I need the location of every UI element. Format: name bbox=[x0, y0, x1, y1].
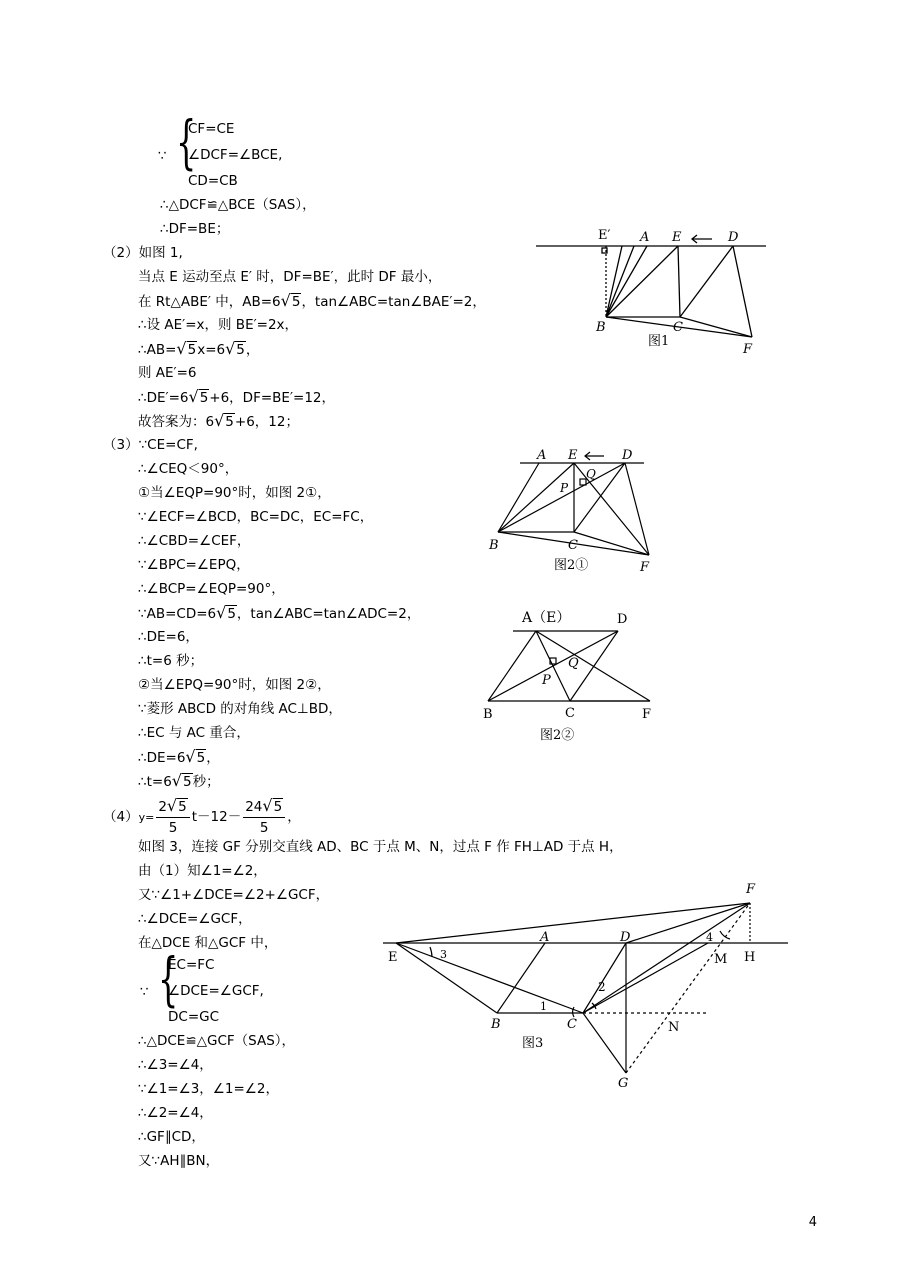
because-symbol: ∵ bbox=[158, 148, 167, 164]
point-label: E bbox=[568, 448, 578, 463]
figure-2b bbox=[478, 603, 678, 748]
figure-1 bbox=[530, 225, 770, 360]
text-line: ∴∠2=∠4， bbox=[138, 1105, 213, 1121]
point-label: B bbox=[489, 538, 499, 553]
text-line: ∴∠CBD=∠CEF， bbox=[138, 533, 251, 549]
because-symbol: ∵ bbox=[140, 984, 149, 1000]
left-brace: { bbox=[176, 108, 197, 176]
text-line: 当点 E 运动至点 E′ 时，DF=BE′，此时 DF 最小， bbox=[138, 269, 442, 285]
text-line: ∴t=6 秒； bbox=[138, 653, 204, 669]
text-span: （4） bbox=[103, 809, 139, 825]
text-line: 则 AE′=6 bbox=[138, 365, 197, 381]
text-line: ∴设 AE′=x，则 BE′=2x， bbox=[138, 317, 299, 333]
point-label: P bbox=[560, 481, 569, 495]
text-line: 在△DCE 和△GCF 中， bbox=[138, 935, 278, 951]
point-label: D bbox=[622, 448, 633, 463]
text-span: 故答案为：6 bbox=[138, 414, 215, 430]
fraction: $\frac{24√5}{5}$ bbox=[243, 796, 285, 838]
radical: √5 bbox=[225, 339, 245, 358]
page-number: 4 bbox=[808, 1215, 817, 1230]
text-line: 如图 3，连接 GF 分别交直线 AD、BC 于点 M、N，过点 F 作 FH⊥AD 于点 H， bbox=[138, 839, 623, 855]
text-span: ，tan∠ABC=tan∠BAE′=2， bbox=[301, 294, 486, 310]
point-label: E′ bbox=[598, 228, 611, 243]
text-span: ，tan∠ABC=tan∠ADC=2， bbox=[236, 606, 421, 622]
text-line: ∵∠1=∠3，∠1=∠2， bbox=[138, 1081, 279, 1097]
text-span: x=6 bbox=[197, 342, 226, 358]
point-label: F bbox=[743, 342, 753, 357]
figure-caption: 图2① bbox=[554, 558, 589, 573]
text-line: ∴DE=6， bbox=[138, 629, 199, 645]
text-span: ∴t=6 bbox=[138, 774, 172, 790]
radical: √5 bbox=[188, 387, 209, 406]
point-label: N bbox=[668, 1020, 680, 1035]
system-row: ∠DCF=∠BCE, bbox=[188, 147, 283, 163]
text-span: 秒； bbox=[192, 774, 220, 790]
fraction: $\frac{2√5}{5}$ bbox=[156, 796, 189, 838]
text-span: ∴AB= bbox=[138, 342, 177, 358]
text-line: ∴∠3=∠4， bbox=[138, 1057, 213, 1073]
formula-line bbox=[103, 795, 301, 840]
system-row: CD=CB bbox=[188, 173, 238, 189]
point-label: A bbox=[540, 930, 550, 945]
point-label: Q bbox=[586, 467, 596, 481]
section-heading: （3）∵CE=CF, bbox=[103, 437, 198, 453]
text-line: ∵∠ECF=∠BCD，BC=DC，EC=FC， bbox=[138, 509, 374, 525]
point-label: B bbox=[491, 1017, 501, 1032]
text-line bbox=[138, 388, 335, 407]
point-label: D bbox=[728, 230, 739, 245]
point-label: D bbox=[617, 612, 628, 627]
text-span: ， bbox=[245, 342, 260, 358]
text-span: y= bbox=[138, 811, 155, 824]
system-row: EC=FC bbox=[168, 957, 215, 973]
radical: √5 bbox=[280, 291, 301, 310]
radical: √5 bbox=[216, 603, 236, 622]
point-label: F bbox=[640, 560, 650, 575]
text-line bbox=[138, 772, 220, 791]
text-span: ， bbox=[206, 750, 220, 766]
figure-caption: 图2② bbox=[540, 728, 575, 743]
angle-label: 3 bbox=[440, 948, 447, 961]
text-span: 在 Rt△ABE′ 中，AB=6 bbox=[138, 294, 281, 310]
figure-3 bbox=[378, 875, 798, 1095]
text-line: ∵∠BPC=∠EPQ， bbox=[138, 557, 250, 573]
point-label: A bbox=[640, 230, 650, 245]
radical: √5 bbox=[171, 771, 192, 790]
point-label: C bbox=[673, 320, 683, 335]
point-label: C bbox=[565, 706, 575, 721]
angle-label: 1 bbox=[540, 1000, 547, 1013]
text-line: ∴DF=BE； bbox=[160, 221, 230, 237]
text-line: ②当∠EPQ=90°时，如图 2②， bbox=[138, 677, 331, 693]
text-line: ∴△DCF≌△BCE（SAS）， bbox=[160, 197, 316, 213]
text-line: ∴GF∥CD， bbox=[138, 1129, 205, 1145]
text-span: ∵AB=CD=6 bbox=[138, 606, 217, 622]
left-brace: { bbox=[158, 945, 179, 1013]
point-label: B bbox=[596, 320, 606, 335]
text-line: 由（1）知∠1=∠2， bbox=[138, 863, 267, 879]
point-label: A（E） bbox=[522, 610, 571, 626]
text-line: ∴∠BCP=∠EQP=90°， bbox=[138, 581, 285, 597]
system-row: CF=CE bbox=[188, 121, 235, 137]
point-label: E bbox=[672, 230, 682, 245]
text-span: ∴DE′=6 bbox=[138, 390, 189, 406]
system-row: ∠DCE=∠GCF, bbox=[168, 983, 264, 999]
point-label: C bbox=[568, 538, 578, 553]
radical: √5 bbox=[214, 411, 234, 430]
point-label: P bbox=[542, 673, 551, 688]
radical: √5 bbox=[185, 747, 206, 766]
figure-caption: 图1 bbox=[648, 334, 670, 349]
point-label: G bbox=[618, 1076, 629, 1091]
point-label: Q bbox=[568, 656, 579, 671]
text-line: 又∵∠1+∠DCE=∠2+∠GCF， bbox=[138, 887, 330, 903]
text-span: +6，DF=BE′=12， bbox=[209, 390, 335, 406]
angle-label: 2 bbox=[598, 980, 606, 994]
figure-2a bbox=[484, 443, 674, 578]
text-line: ∴∠DCE=∠GCF， bbox=[138, 911, 252, 927]
point-label: F bbox=[746, 882, 756, 897]
point-label: D bbox=[620, 930, 631, 945]
text-line bbox=[138, 748, 220, 767]
text-line: ∵菱形 ABCD 的对角线 AC⊥BD， bbox=[138, 701, 342, 717]
text-line: 又∵AH∥BN， bbox=[138, 1153, 220, 1169]
point-label: H bbox=[744, 950, 756, 965]
section-heading: （2）如图 1, bbox=[103, 245, 183, 261]
text-line bbox=[138, 292, 486, 311]
point-label: F bbox=[642, 707, 652, 722]
point-label: A bbox=[537, 448, 547, 463]
point-label: B bbox=[483, 707, 493, 722]
radical: √5 bbox=[176, 339, 197, 358]
point-label: M bbox=[714, 952, 728, 967]
text-span: ∴DE=6 bbox=[138, 750, 186, 766]
figure-caption: 图3 bbox=[522, 1036, 544, 1051]
text-line: ∴△DCE≌△GCF（SAS）， bbox=[138, 1033, 296, 1049]
text-span: +6，12； bbox=[234, 414, 299, 430]
text-span: ， bbox=[287, 809, 301, 825]
point-label: E bbox=[388, 950, 398, 965]
text-line: ①当∠EQP=90°时，如图 2①， bbox=[138, 485, 331, 501]
text-line bbox=[138, 340, 259, 359]
angle-label: 4 bbox=[706, 931, 713, 944]
system-row: DC=GC bbox=[168, 1009, 220, 1025]
text-line bbox=[138, 412, 299, 431]
text-line: ∴EC 与 AC 重合， bbox=[138, 725, 250, 741]
text-line: ∴∠CEQ＜90°， bbox=[138, 461, 239, 477]
text-line bbox=[138, 604, 420, 623]
point-label: C bbox=[567, 1017, 577, 1032]
text-span: t－12－ bbox=[191, 809, 242, 825]
